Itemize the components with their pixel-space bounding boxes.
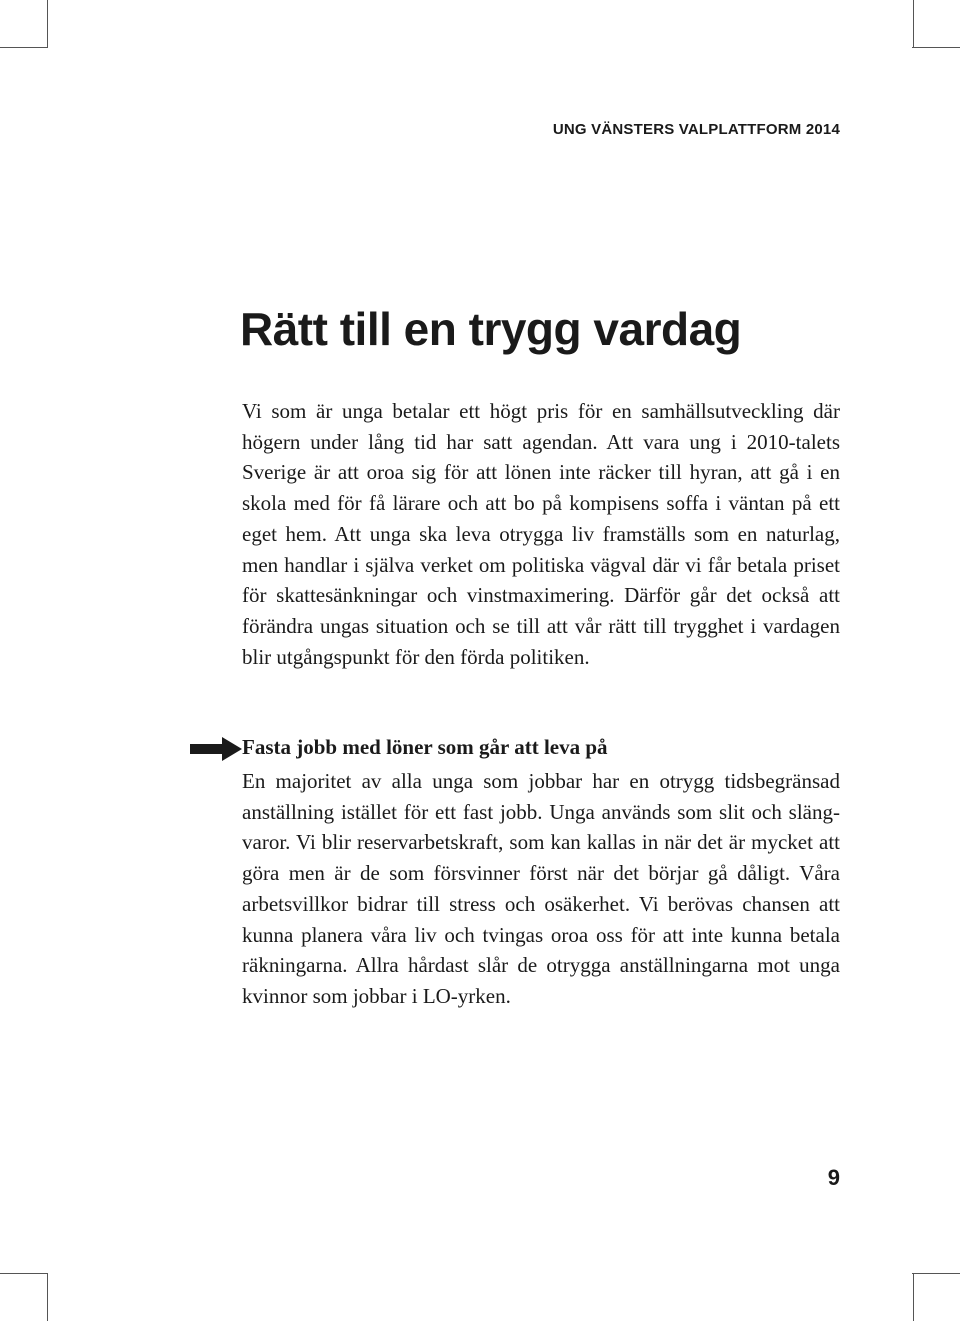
- crop-mark-bottom-right-horizontal: [912, 1273, 960, 1274]
- crop-mark-bottom-right-vertical: [913, 1273, 914, 1321]
- page-number: 9: [827, 1165, 840, 1190]
- page-title: Rätt till en trygg vardag: [240, 303, 742, 355]
- intro-paragraph: Vi som är unga betalar ett högt pris för en samhällsutveckling där högern under lång tid har satt agendan. Att vara ung i 2010-talets Sverige är att oroa sig för att lönen inte räcker till hyran, att gå i en skola med för få lärare och att bo på kompisens soffa i väntan på ett eget hem. Att unga ska leva otrygga liv framställs som en naturlag, men handlar i själva verket om politiska vägval där vi får betala priset för skattesänkningar och vinstmaximering. Därför går det också att förändra ungas situation och se till att vår rätt till trygghet i vardagen blir utgångspunkt för den förda politiken.: [242, 399, 840, 669]
- crop-mark-top-right-vertical: [913, 0, 914, 48]
- arrow-right-icon: [190, 737, 242, 761]
- crop-mark-top-right-horizontal: [912, 47, 960, 48]
- crop-mark-top-left-vertical: [47, 0, 48, 48]
- section-heading: Fasta jobb med löner som går att leva på: [242, 735, 608, 759]
- crop-mark-bottom-left-vertical: [47, 1273, 48, 1321]
- crop-mark-bottom-left-horizontal: [0, 1273, 48, 1274]
- running-head: UNG VÄNSTERS VALPLATTFORM 2014: [552, 121, 840, 138]
- section-paragraph: En majoritet av alla unga som jobbar har en otrygg tidsbegränsad anställning istället för ett fast jobb. Unga används som slit och släng-varor. Vi blir reservarbetskraft, som kan kallas in när det är mycket att göra men är de som försvinner först när det börjar gå dåligt. Våra arbetsvillkor bidrar till stress och osäkerhet. Vi berövas chansen att kunna planera våra liv och tvingas oroa oss för att inte kunna betala räkningarna. Allra hårdast slår de otrygga anställningarna mot unga kvinnor som jobbar i LO-yrken.: [242, 769, 840, 1008]
- crop-mark-top-left-horizontal: [0, 47, 48, 48]
